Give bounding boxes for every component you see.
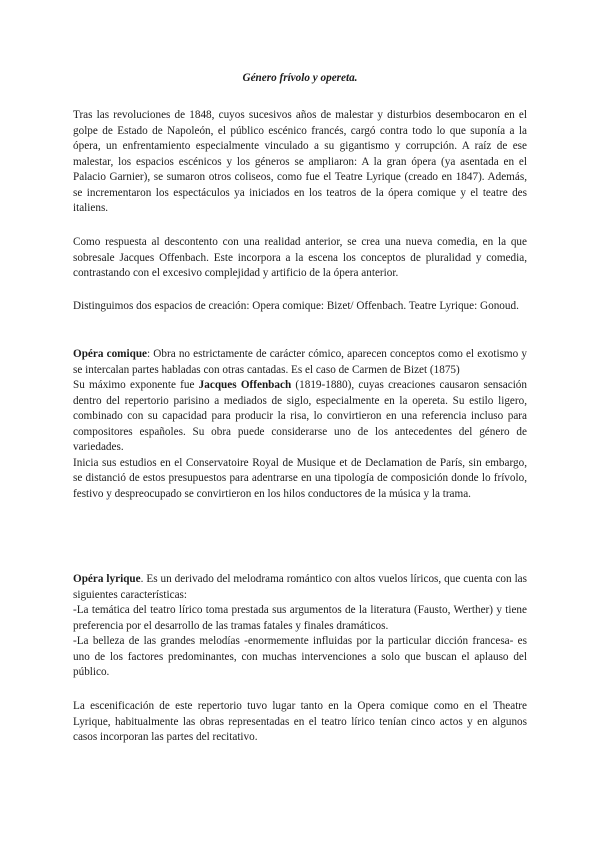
- paragraph-creation-spaces: Distinguimos dos espacios de creación: Opera comique: Bizet/ Offenbach. Teatre Lyrique: Gonoud.: [73, 300, 519, 312]
- offenbach-paragraph: [73, 378, 527, 456]
- lyrique-characteristic-1: -La temática del teatro lírico toma prestada sus argumentos de la literatura (Fausto, Werther) y tiene preferencia por el desarrollo de las tramas fatales y finales dramáticos.: [73, 604, 527, 632]
- opera-comique-def-text: : Obra no estrictamente de carácter cómico, aparecen conceptos como el exotismo y se intercalan partes habladas con otras cantadas. Es el caso de Carmen de Bizet (1875): [73, 348, 527, 376]
- offenbach-text-b: (1819-1880), cuyas creaciones causaron sensación dentro del repertorio parisino a mediados de siglo, especialmente en la opereta. Su estilo ligero, combinado con su capacidad para producir la risa, lo convirtieron en una referencia incluso para compositores españoles. Su obra puede considerarse uno de los antecedentes del género de variedades.: [73, 379, 527, 453]
- lyrique-characteristic-2: -La belleza de las grandes melodías -enormemente influidas por la particular dicción francesa- es uno de los factores predominantes, con muchas intervenciones a solo que buscan el aplauso del público.: [73, 635, 527, 678]
- paragraph-revolutions: Tras las revoluciones de 1848, cuyos sucesivos años de malestar y disturbios desembocaron en el golpe de Estado de Napoleón, el público escénico francés, cargó contra todo lo que suponía a la ópera, un enfrentamiento especialmente vinculado a su gigantismo y corrupción. A raíz de ese malestar, los espacios escénicos y los géneros se ampliaron: A la gran ópera (ya asentada en el Palacio Garnier), se sumaron otros coliseos, como fue el Teatre Lyrique (creado en 1847). Además, se incrementaron los espectáculos ya iniciados en los teatros de la ópera comique y el teatre des italiens.: [73, 109, 527, 214]
- opera-lyrique-definition: [73, 572, 527, 603]
- opera-lyrique-term: Opéra lyrique: [73, 573, 141, 585]
- opera-comique-term: Opéra comique: [73, 348, 148, 360]
- paragraph-staging: La escenificación de este repertorio tuvo lugar tanto en la Opera comique como en el Theatre Lyrique, habitualmente las obras representadas en el teatro lírico tenían cinco actos y en algunos casos incorporan las partes del recitativo.: [73, 700, 527, 743]
- offenbach-name: Jacques Offenbach: [198, 379, 292, 391]
- offenbach-text-a: Su máximo exponente fue: [73, 379, 199, 391]
- opera-comique-definition: [73, 347, 527, 378]
- document-title: Género frívolo y opereta.: [242, 72, 358, 84]
- section-opera-comique: [73, 347, 527, 502]
- offenbach-studies-paragraph: Inicia sus estudios en el Conservatoire Royal de Musique et de Declamation de París, sin embargo, se distanció de estos presupuestos para adentrarse en una tipología de composición donde lo frívolo, festivo y despreocupado se convirtieron en los hilos conductores de la música y la trama.: [73, 456, 527, 500]
- paragraph-new-comedy: Como respuesta al descontento con una realidad anterior, se crea una nueva comedia, en la que sobresale Jacques Offenbach. Este incorpora a la escena los conceptos de pluralidad y comedia, contrastando con el excesivo complejidad y artificio de la ópera anterior.: [73, 236, 527, 279]
- section-opera-lyrique: [73, 572, 527, 681]
- opera-lyrique-def-text: . Es un derivado del melodrama romántico con altos vuelos líricos, que cuenta con las siguientes características:: [73, 573, 527, 601]
